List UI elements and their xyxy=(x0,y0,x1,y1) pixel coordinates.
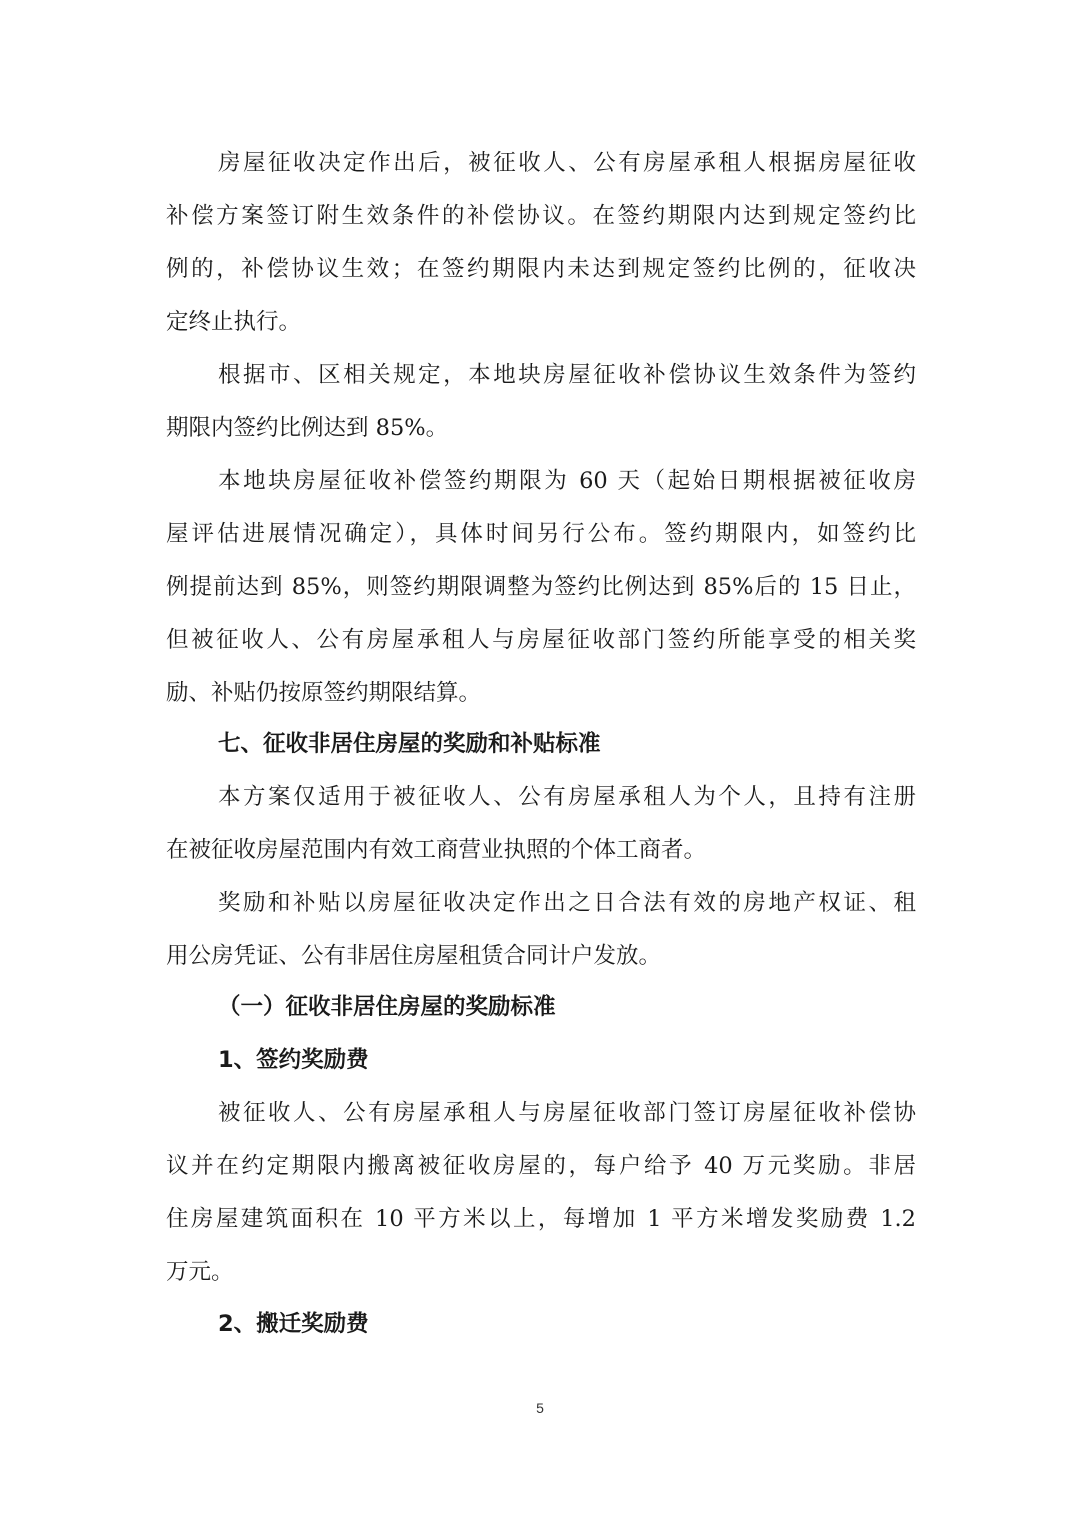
item-heading: 2、搬迁奖励费 xyxy=(218,1311,369,1337)
paragraph-line: 期限内签约比例达到 85%。 xyxy=(166,415,449,441)
paragraph-line: 议并在约定期限内搬离被征收房屋的，每户给予 40 万元奖励。非居 xyxy=(166,1153,916,1179)
paragraph-line: 被征收人、公有房屋承租人与房屋征收部门签订房屋征收补偿协 xyxy=(218,1100,916,1126)
paragraph-line: 住房屋建筑面积在 10 平方米以上，每增加 1 平方米增发奖励费 1.2 xyxy=(166,1206,916,1232)
paragraph-line: 励、补贴仍按原签约期限结算。 xyxy=(166,680,482,706)
paragraph-line: 定终止执行。 xyxy=(166,309,302,335)
subsection-heading: （一）征收非居住房屋的奖励标准 xyxy=(218,994,556,1020)
paragraph-line: 奖励和补贴以房屋征收决定作出之日合法有效的房地产权证、租 xyxy=(218,890,916,916)
item-heading: 1、签约奖励费 xyxy=(218,1047,369,1073)
paragraph-line: 例提前达到 85%，则签约期限调整为签约比例达到 85%后的 15 日止， xyxy=(166,574,916,600)
section-heading: 七、征收非居住房屋的奖励和补贴标准 xyxy=(218,731,601,757)
paragraph-line: 本方案仅适用于被征收人、公有房屋承租人为个人，且持有注册 xyxy=(218,784,916,810)
paragraph-line: 用公房凭证、公有非居住房屋租赁合同计户发放。 xyxy=(166,943,662,969)
paragraph-line: 房屋征收决定作出后，被征收人、公有房屋承租人根据房屋征收 xyxy=(218,150,916,176)
paragraph-line: 屋评估进展情况确定），具体时间另行公布。签约期限内，如签约比 xyxy=(166,521,916,547)
paragraph-line: 万元。 xyxy=(166,1259,234,1285)
paragraph-line: 根据市、区相关规定，本地块房屋征收补偿协议生效条件为签约 xyxy=(218,362,916,388)
paragraph-line: 补偿方案签订附生效条件的补偿协议。在签约期限内达到规定签约比 xyxy=(166,203,916,229)
paragraph-line: 但被征收人、公有房屋承租人与房屋征收部门签约所能享受的相关奖 xyxy=(166,627,916,653)
page-number: 5 xyxy=(536,1400,544,1416)
paragraph-line: 在被征收房屋范围内有效工商营业执照的个体工商者。 xyxy=(166,837,707,863)
paragraph-line: 本地块房屋征收补偿签约期限为 60 天（起始日期根据被征收房 xyxy=(218,468,916,494)
paragraph-line: 例的，补偿协议生效；在签约期限内未达到规定签约比例的，征收决 xyxy=(166,256,916,282)
